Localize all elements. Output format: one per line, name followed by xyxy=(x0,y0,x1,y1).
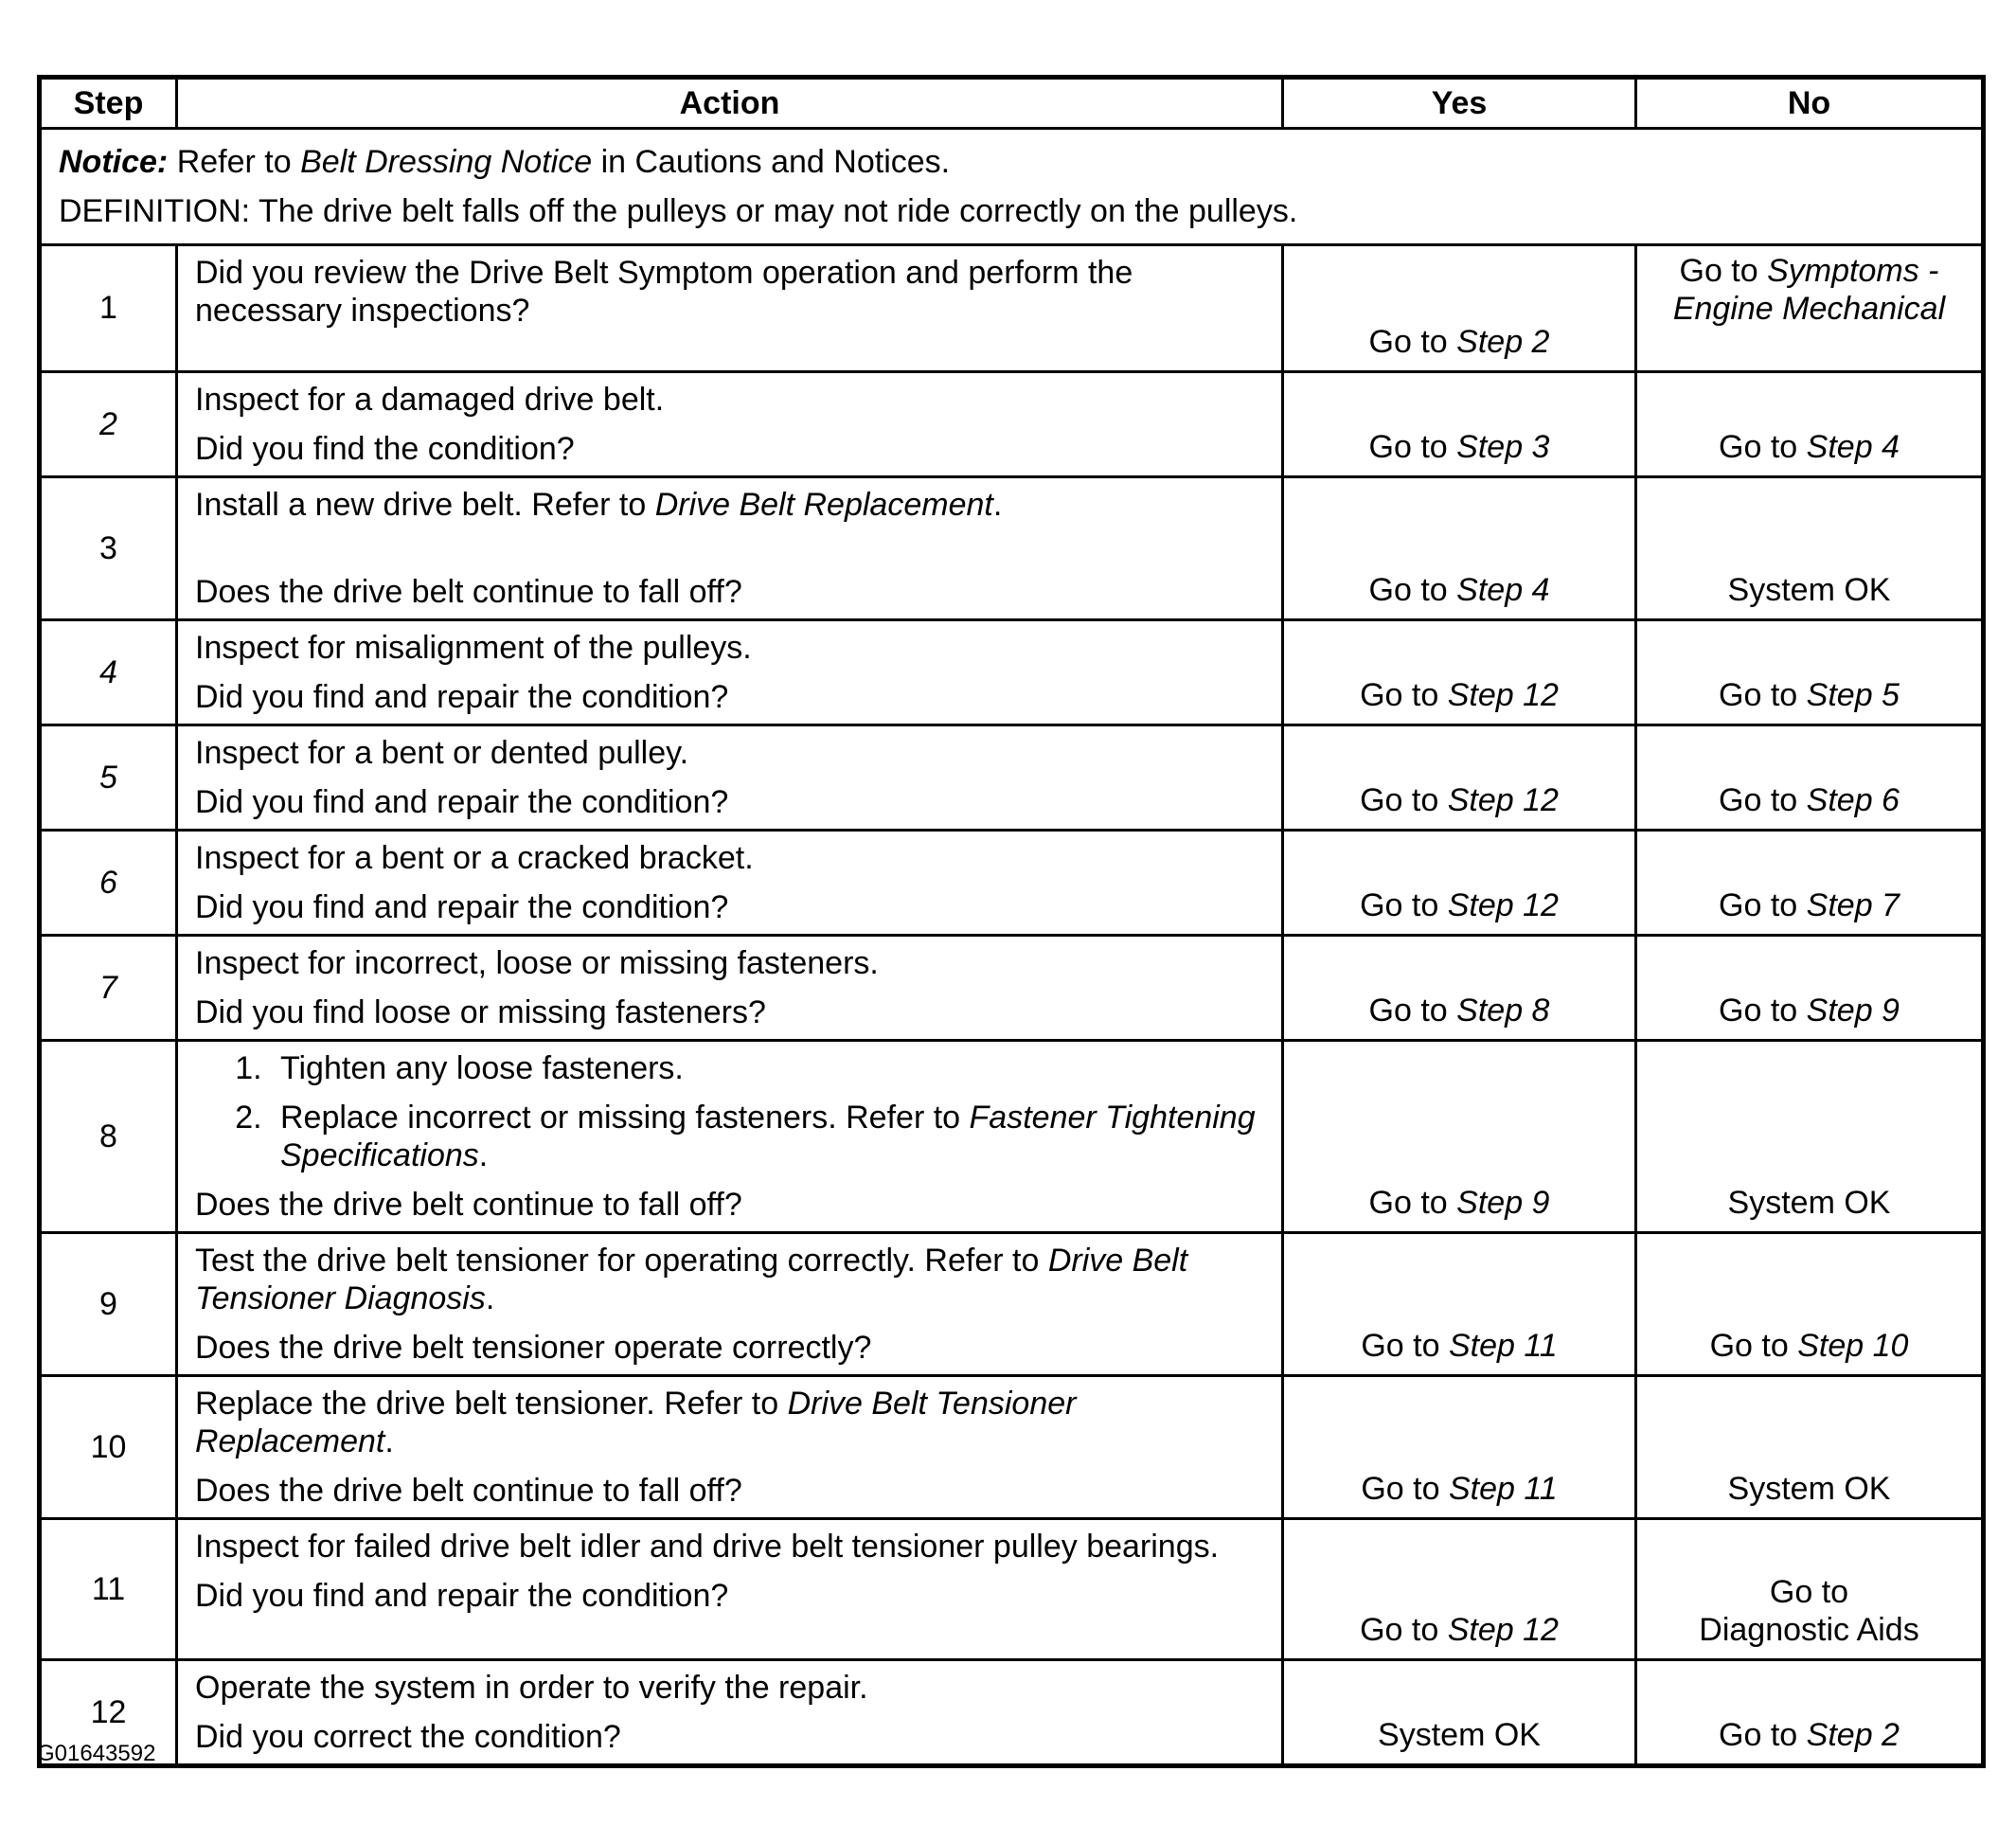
no-cell xyxy=(1636,620,1984,725)
go-to-text: Go to xyxy=(1719,993,1798,1029)
notice-line xyxy=(59,137,1964,187)
no-cell: System OK xyxy=(1636,1376,1984,1519)
no-cell xyxy=(1636,245,1984,372)
table-row xyxy=(40,477,1984,620)
table-row xyxy=(40,245,1984,372)
go-to-text: Go to xyxy=(1368,993,1448,1029)
notice-row xyxy=(40,129,1984,245)
yes-step-ref: Step 2 xyxy=(1456,324,1550,360)
no-cell: System OK xyxy=(1636,477,1984,620)
table-row xyxy=(40,1376,1984,1519)
no-cell xyxy=(1636,936,1984,1041)
table-row xyxy=(40,620,1984,725)
yes-cell xyxy=(1283,936,1636,1041)
item-pre: Replace incorrect or missing fasteners. Refer to xyxy=(280,1100,961,1136)
notice-cell xyxy=(40,129,1984,245)
go-to-text: Go to xyxy=(1360,887,1439,923)
header-no: No xyxy=(1636,78,1984,129)
go-to-text: Go to xyxy=(1368,572,1448,608)
action-list xyxy=(195,1049,1266,1174)
table-row xyxy=(40,372,1984,477)
action-cell xyxy=(177,831,1283,936)
action-text: Inspect for a damaged drive belt. xyxy=(195,382,665,418)
action-question: Did you find and repair the condition? xyxy=(195,784,729,820)
action-cell xyxy=(177,936,1283,1041)
step-number: 8 xyxy=(40,1041,177,1233)
yes-step-ref: Step 9 xyxy=(1456,1185,1550,1221)
action-pre: Replace the drive belt tensioner. Refer to xyxy=(195,1386,779,1422)
no-cell: System OK xyxy=(1636,1041,1984,1233)
no-step-ref: Step 2 xyxy=(1806,1717,1900,1753)
no-step-ref: Step 4 xyxy=(1806,429,1900,465)
go-to-text: Go to xyxy=(1679,253,1758,289)
action-cell xyxy=(177,245,1283,372)
no-cell xyxy=(1636,831,1984,936)
action-cell xyxy=(177,1519,1283,1660)
list-item: 2. Replace incorrect or missing fasteners. Refer to Fastener Tightening Specifications. xyxy=(271,1099,1266,1174)
go-to-text: Go to xyxy=(1360,1612,1439,1648)
go-to-text: Go to xyxy=(1360,782,1439,818)
table-row xyxy=(40,1233,1984,1376)
action-ref: Drive Belt Replacement xyxy=(654,487,993,523)
header-yes: Yes xyxy=(1283,78,1636,129)
item-ref: Fastener Tightening Specifications xyxy=(280,1100,1256,1173)
notice-pre: Refer to xyxy=(176,144,292,180)
step-number: 12 xyxy=(40,1660,177,1766)
no-step-ref: Step 9 xyxy=(1806,993,1900,1029)
no-step-ref: Step 7 xyxy=(1806,887,1900,923)
table-row xyxy=(40,1519,1984,1660)
yes-cell xyxy=(1283,620,1636,725)
action-question: Did you find loose or missing fasteners? xyxy=(195,994,766,1030)
step-number: 10 xyxy=(40,1376,177,1519)
yes-step-ref: Step 12 xyxy=(1447,887,1559,923)
yes-step-ref: Step 12 xyxy=(1447,782,1559,818)
no-ref: Symptoms - Engine Mechanical xyxy=(1672,253,1946,327)
action-ref: Drive Belt Tensioner Diagnosis xyxy=(195,1243,1188,1316)
go-to-text: Go to xyxy=(1361,1328,1440,1364)
go-to-text: Go to xyxy=(1719,782,1798,818)
notice-post: in Cautions and Notices. xyxy=(600,144,951,180)
action-pre: Test the drive belt tensioner for operating correctly. Refer to xyxy=(195,1243,1040,1279)
action-text: Inspect for incorrect, loose or missing fasteners. xyxy=(195,945,879,981)
no-text: Go to Diagnostic Aids xyxy=(1699,1574,1919,1648)
action-text: Did you review the Drive Belt Symptom operation and perform the necessary inspections? xyxy=(195,255,1133,329)
no-cell xyxy=(1636,1233,1984,1376)
go-to-text: Go to xyxy=(1719,1717,1798,1753)
action-question: Did you find and repair the condition? xyxy=(195,679,729,715)
table-row xyxy=(40,1041,1984,1233)
action-question: Does the drive belt continue to fall off? xyxy=(195,574,742,610)
figure-id: G01643592 xyxy=(37,1741,156,1766)
go-to-text: Go to xyxy=(1368,429,1448,465)
header-action: Action xyxy=(177,78,1283,129)
yes-cell xyxy=(1283,1233,1636,1376)
action-text: Test the drive belt tensioner for operating correctly. Refer to Drive Belt Tensioner Diagnosis. xyxy=(195,1243,1188,1316)
notice-label: Notice: xyxy=(59,144,169,180)
definition-text: DEFINITION: The drive belt falls off the pulleys or may not ride correctly on the pulleys. xyxy=(59,193,1298,229)
action-cell xyxy=(177,1660,1283,1766)
step-number: 7 xyxy=(40,936,177,1041)
yes-cell xyxy=(1283,831,1636,936)
action-question: Did you correct the condition? xyxy=(195,1719,621,1755)
action-cell xyxy=(177,620,1283,725)
action-text: Inspect for a bent or a cracked bracket. xyxy=(195,840,754,876)
yes-step-ref: Step 12 xyxy=(1447,1612,1559,1648)
yes-step-ref: Step 8 xyxy=(1456,993,1550,1029)
table-row xyxy=(40,725,1984,831)
yes-cell xyxy=(1283,245,1636,372)
no-step-ref: Step 6 xyxy=(1806,782,1900,818)
yes-step-ref: Step 4 xyxy=(1456,572,1550,608)
action-cell xyxy=(177,1376,1283,1519)
table-row xyxy=(40,1660,1984,1766)
action-pre: Install a new drive belt. Refer to xyxy=(195,487,647,523)
action-question: Does the drive belt continue to fall off? xyxy=(195,1473,742,1509)
action-text: Install a new drive belt. Refer to Drive Belt Replacement. xyxy=(195,487,1003,523)
step-number: 11 xyxy=(40,1519,177,1660)
go-to-text: Go to xyxy=(1719,887,1798,923)
go-to-text: Go to xyxy=(1360,677,1439,713)
yes-cell xyxy=(1283,477,1636,620)
step-number: 9 xyxy=(40,1233,177,1376)
action-question: Did you find and repair the condition? xyxy=(195,889,729,925)
step-number: 5 xyxy=(40,725,177,831)
no-cell xyxy=(1636,1519,1984,1660)
action-cell xyxy=(177,477,1283,620)
no-cell xyxy=(1636,372,1984,477)
table-row xyxy=(40,831,1984,936)
action-text: Replace the drive belt tensioner. Refer to Drive Belt Tensioner Replacement. xyxy=(195,1386,1077,1459)
no-step-ref: Step 10 xyxy=(1797,1328,1909,1364)
step-number: 6 xyxy=(40,831,177,936)
yes-cell xyxy=(1283,1376,1636,1519)
step-number: 3 xyxy=(40,477,177,620)
no-step-ref: Step 5 xyxy=(1806,677,1900,713)
yes-step-ref: Step 11 xyxy=(1448,1471,1558,1507)
yes-step-ref: Step 12 xyxy=(1447,677,1559,713)
yes-cell: System OK xyxy=(1283,1660,1636,1766)
step-number: 4 xyxy=(40,620,177,725)
yes-cell xyxy=(1283,372,1636,477)
action-question: Does the drive belt continue to fall off? xyxy=(195,1187,742,1223)
action-text: Inspect for misalignment of the pulleys. xyxy=(195,630,752,666)
list-item: 1. Tighten any loose fasteners. xyxy=(271,1049,1266,1087)
diagnostic-table xyxy=(37,75,1986,1768)
action-text: Inspect for failed drive belt idler and drive belt tensioner pulley bearings. xyxy=(195,1529,1220,1565)
header-row xyxy=(40,78,1984,129)
go-to-text: Go to xyxy=(1368,1185,1448,1221)
action-question: Does the drive belt tensioner operate correctly? xyxy=(195,1330,872,1366)
go-to-text: Go to xyxy=(1709,1328,1789,1364)
action-text: Operate the system in order to verify the repair. xyxy=(195,1670,868,1706)
yes-step-ref: Step 3 xyxy=(1456,429,1550,465)
go-to-text: Go to xyxy=(1368,324,1448,360)
yes-cell xyxy=(1283,1041,1636,1233)
yes-step-ref: Step 11 xyxy=(1448,1328,1558,1364)
action-text: Inspect for a bent or dented pulley. xyxy=(195,735,689,771)
go-to-text: Go to xyxy=(1719,429,1798,465)
table-row xyxy=(40,936,1984,1041)
yes-cell xyxy=(1283,1519,1636,1660)
action-cell xyxy=(177,1041,1283,1233)
action-question: Did you find and repair the condition? xyxy=(195,1578,729,1614)
action-question: Did you find the condition? xyxy=(195,431,575,467)
action-ref: Drive Belt Tensioner Replacement xyxy=(195,1386,1077,1459)
go-to-text: Go to xyxy=(1361,1471,1440,1507)
header-step: Step xyxy=(40,78,177,129)
go-to-text: Go to xyxy=(1719,677,1798,713)
notice-ref: Belt Dressing Notice xyxy=(300,144,593,180)
action-cell xyxy=(177,372,1283,477)
yes-cell xyxy=(1283,725,1636,831)
no-cell xyxy=(1636,725,1984,831)
action-cell xyxy=(177,725,1283,831)
step-number: 1 xyxy=(40,245,177,372)
no-cell xyxy=(1636,1660,1984,1766)
action-cell xyxy=(177,1233,1283,1376)
step-number: 2 xyxy=(40,372,177,477)
